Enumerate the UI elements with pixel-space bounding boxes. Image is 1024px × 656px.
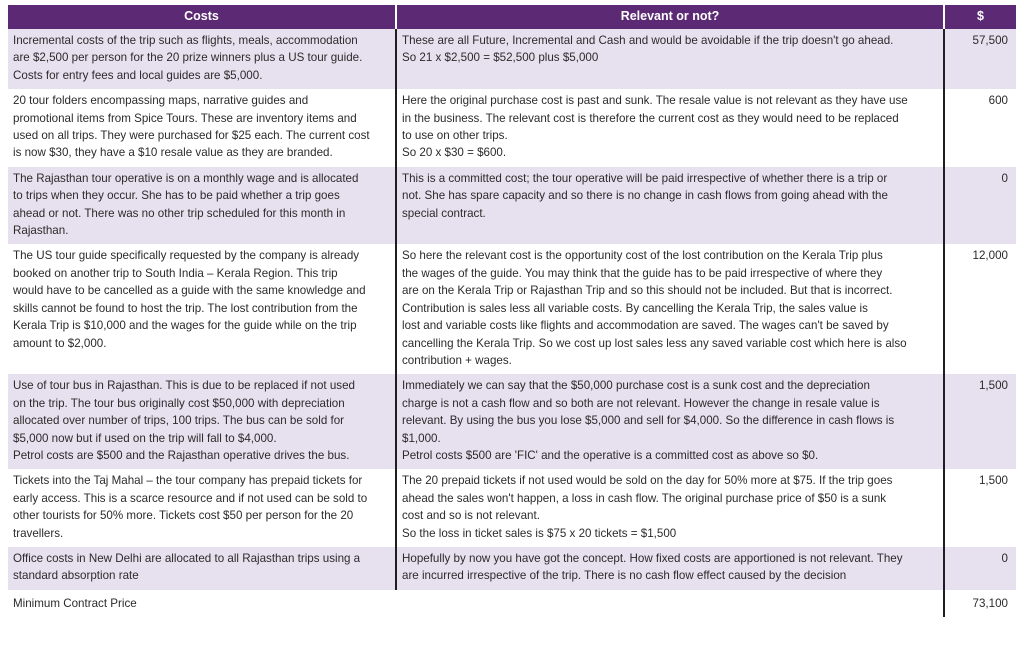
relevance-cell: This is a committed cost; the tour operative will be paid irrespective of whether there is a trip or not. She has spare capacity and so there is no change in cash flows from going ahead with the special contract. <box>396 167 944 245</box>
relevance-cell: Immediately we can say that the $50,000 purchase cost is a sunk cost and the depreciation charge is not a cash flow and so both are not relevant. However the change in resale value is relevant. By using the bus you lose $5,000 and sell for $4,000. So the difference in cash flows is $1,000. Petrol costs $500 are 'FIC' and the operative is a committed cost as above so $0. <box>396 374 944 469</box>
table-row <box>8 547 1016 590</box>
amount-cell: 600 <box>944 89 1016 167</box>
table-row <box>8 244 1016 374</box>
total-amount: 73,100 <box>944 590 1016 617</box>
table-row <box>8 469 1016 547</box>
total-row <box>8 590 1016 617</box>
cost-cell: The US tour guide specifically requested by the company is already booked on another trip to South India – Kerala Region. This trip would have to be cancelled as a guide with the same knowledge and skills cannot be found to host the trip. The lost contribution from the Kerala Trip is $10,000 and the wages for the guide while on the trip amount to $2,000. <box>8 244 396 374</box>
amount-cell: 57,500 <box>944 29 1016 89</box>
cost-cell: Tickets into the Taj Mahal – the tour company has prepaid tickets for early access. This is a scarce resource and if not used can be sold to other tourists for 50% more. Tickets cost $50 per person for the 20 travellers. <box>8 469 396 547</box>
cost-cell: Office costs in New Delhi are allocated to all Rajasthan trips using a standard absorption rate <box>8 547 396 590</box>
table-row <box>8 89 1016 167</box>
cost-cell: Incremental costs of the trip such as flights, meals, accommodation are $2,500 per person for the 20 prize winners plus a US tour guide. Costs for entry fees and local guides are $5,000. <box>8 29 396 89</box>
table-row <box>8 167 1016 245</box>
relevance-cell: Hopefully by now you have got the concept. How fixed costs are apportioned is not relevant. They are incurred irrespective of the trip. There is no cash flow effect caused by the decision <box>396 547 944 590</box>
amount-cell: 12,000 <box>944 244 1016 374</box>
header-costs: Costs <box>8 5 396 29</box>
header-relevant-or-not: Relevant or not? <box>396 5 944 29</box>
relevance-cell: These are all Future, Incremental and Cash and would be avoidable if the trip doesn't go ahead. So 21 x $2,500 = $52,500 plus $5,000 <box>396 29 944 89</box>
cost-cell: The Rajasthan tour operative is on a monthly wage and is allocated to trips when they occur. She has to be paid whether a trip goes ahead or not. There was no other trip scheduled for this month in Rajasthan. <box>8 167 396 245</box>
relevance-cell: So here the relevant cost is the opportunity cost of the lost contribution on the Kerala Trip plus the wages of the guide. You may think that the guide has to be paid irrespective of where they are on the Kerala Trip or Rajasthan Trip and so this should not be included. But that is incorrect. Contribution is sales less all variable costs. By cancelling the Kerala Trip, the sales value is lost and variable costs like flights and accommodation are saved. The wages can't be saved by cancelling the Kerala Trip. So we cost up lost sales less any saved variable cost which here is also contribution + wages. <box>396 244 944 374</box>
amount-cell: 0 <box>944 547 1016 590</box>
table-row <box>8 29 1016 89</box>
amount-cell: 1,500 <box>944 374 1016 469</box>
cost-cell: Use of tour bus in Rajasthan. This is due to be replaced if not used on the trip. The tour bus originally cost $50,000 with depreciation allocated over number of trips, 100 trips. The bus can be sold for $5,000 now but if used on the trip will fall to $4,000. Petrol costs are $500 and the Rajasthan operative drives the bus. <box>8 374 396 469</box>
table-header-row <box>8 5 1016 29</box>
relevance-cell: Here the original purchase cost is past and sunk. The resale value is not relevant as they have use in the business. The relevant cost is therefore the current cost as they would need to be replaced to use on other trips. So 20 x $30 = $600. <box>396 89 944 167</box>
relevance-cell: The 20 prepaid tickets if not used would be sold on the day for 50% more at $75. If the trip goes ahead the sales won't happen, a loss in cash flow. The original purchase price of $50 is a sunk cost and so is not relevant. So the loss in ticket sales is $75 x 20 tickets = $1,500 <box>396 469 944 547</box>
table-row <box>8 374 1016 469</box>
amount-cell: 0 <box>944 167 1016 245</box>
cost-cell: 20 tour folders encompassing maps, narrative guides and promotional items from Spice Tours. These are inventory items and used on all trips. They were purchased for $25 each. The current cost is now $30, they have a $10 resale value as they are branded. <box>8 89 396 167</box>
relevant-costing-table-container <box>8 5 1016 617</box>
header-amount: $ <box>944 5 1016 29</box>
total-label: Minimum Contract Price <box>8 590 944 617</box>
relevant-costs-table <box>8 5 1016 617</box>
amount-cell: 1,500 <box>944 469 1016 547</box>
